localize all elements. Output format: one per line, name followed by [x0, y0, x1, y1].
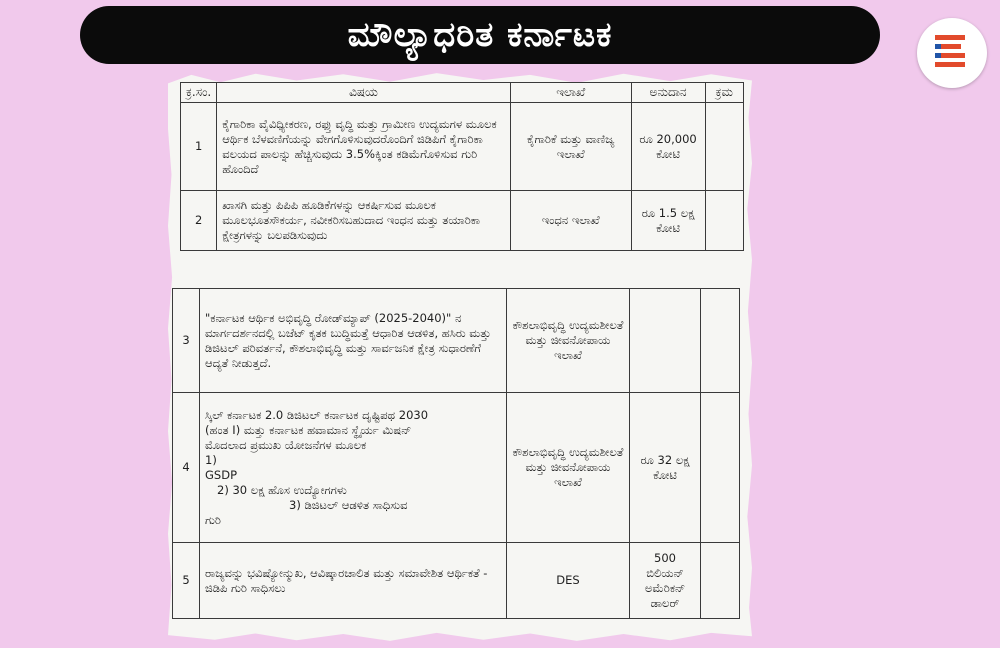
subject-line: 3) ಡಿಜಿಟಲ್ ಆಡಳಿತ ಸಾಧಿಸುವ [289, 497, 408, 512]
table-row [173, 543, 740, 619]
scheme-table-bottom [172, 288, 740, 619]
brand-e-logo-graphic [917, 18, 987, 88]
row-sl: 5 [173, 543, 200, 619]
row-subject: ಕೈಗಾರಿಕಾ ವೈವಿಧ್ಯೀಕರಣ, ರಫ್ತು ವೃದ್ಧಿ ಮತ್ತು ಗ್ರಾಮೀಣ ಉದ್ಯಮಗಳ ಮೂಲಕ ಆರ್ಥಿಕ ಬೆಳವಣಿಗೆಯನ್ನು ವೇಗಗೊಳಿಸುವುದರೊಂದಿಗೆ ಜಿಡಿಪಿಗೆ ಕೈಗಾರಿಕಾ ವಲಯದ ಪಾಲನ್ನು ಹೆಚ್ಚಿಸುವುದು 3.5%ಕ್ಕಿಂತ ಕಡಿಮೆಗೊಳಿಸುವ ಗುರಿ ಹೊಂದಿದೆ [217, 103, 511, 191]
subject-line: 2) 30 ಲಕ್ಷ ಹೊಸ ಉದ್ಯೋಗಗಳು [217, 482, 347, 497]
row-order [705, 103, 744, 191]
row-order [701, 289, 740, 393]
row-subject: ಖಾಸಗಿ ಮತ್ತು ಪಿಪಿಪಿ ಹೂಡಿಕೆಗಳನ್ನು ಆಕರ್ಷಿಸುವ ಮೂಲಕ ಮೂಲಭೂತಸೌಕರ್ಯ, ನವೀಕರಿಸಬಹುದಾದ ಇಂಧನ ಮತ್ತು ತಯಾರಿಕಾ ಕ್ಷೇತ್ರಗಳನ್ನು ಬಲಪಡಿಸುವುದು [217, 191, 511, 251]
subject-line: 1) [205, 452, 217, 467]
table-row [173, 393, 740, 543]
row-subject [200, 393, 507, 543]
row-department: ಇಂಧನ ಇಲಾಖೆ [510, 191, 631, 251]
row-sl: 4 [173, 393, 200, 543]
row-subject: "ಕರ್ನಾಟಕ ಆರ್ಥಿಕ ಅಭಿವೃದ್ಧಿ ರೋಡ್‌ಮ್ಯಾಪ್ (2025-2040)" ನ ಮಾರ್ಗದರ್ಶನದಲ್ಲಿ ಬಜೆಟ್ ಕೃತಕ ಬುದ್ಧಿಮತ್ತೆ ಆಧಾರಿತ ಆಡಳಿತ, ಹಸಿರು ಮತ್ತು ಡಿಜಿಟಲ್ ಪರಿವರ್ತನೆ, ಕೌಶಲಾಭಿವೃದ್ಧಿ ಮತ್ತು ಸಾರ್ವಜನಿಕ ಕ್ಷೇತ್ರ ಸುಧಾರಣೆಗೆ ಆದ್ಯತೆ ನೀಡುತ್ತದೆ. [200, 289, 507, 393]
row-department: ಕೈಗಾರಿಕೆ ಮತ್ತು ವಾಣಿಜ್ಯ ಇಲಾಖೆ [510, 103, 631, 191]
grant-line: ಬಿಲಿಯನ್ [646, 565, 684, 580]
row-department: ಕೌಶಲಾಭಿವೃದ್ಧಿ ಉದ್ಯಮಶೀಲತೆ ಮತ್ತು ಜೀವನೋಪಾಯ ಇಲಾಖೆ [507, 393, 630, 543]
header-subject: ವಿಷಯ [217, 83, 511, 103]
table-row [181, 191, 744, 251]
table-header-row [181, 83, 744, 103]
row-department: ಕೌಶಲಾಭಿವೃದ್ಧಿ ಉದ್ಯಮಶೀಲತೆ ಮತ್ತು ಜೀವನೋಪಾಯ ಇಲಾಖೆ [507, 289, 630, 393]
row-department: DES [507, 543, 630, 619]
table-row [173, 289, 740, 393]
row-order [701, 393, 740, 543]
table-row [181, 103, 744, 191]
row-sl: 1 [181, 103, 217, 191]
row-sl: 3 [173, 289, 200, 393]
header-department: ಇಲಾಖೆ [510, 83, 631, 103]
grant-line: ಅಮೆರಿಕನ್ [644, 580, 686, 595]
row-grant [630, 289, 701, 393]
row-grant [630, 543, 701, 619]
row-grant: ರೂ 1.5 ಲಕ್ಷ ಕೋಟಿ [631, 191, 705, 251]
row-subject: ರಾಜ್ಯವನ್ನು ಭವಿಷ್ಯೋನ್ಮುಖ, ಆವಿಷ್ಕಾರಚಾಲಿತ ಮತ್ತು ಸಮಾವೇಶಿತ ಆರ್ಥಿಕತೆ - ಜಿಡಿಪಿ ಗುರಿ ಸಾಧಿಸಲು [200, 543, 507, 619]
row-order [705, 191, 744, 251]
scheme-table-top [180, 82, 744, 251]
row-sl: 2 [181, 191, 217, 251]
subject-line: GSDP [205, 467, 238, 482]
brand-e-logo-icon [917, 18, 987, 88]
row-grant: ರೂ 20,000 ಕೋಟಿ [631, 103, 705, 191]
header-order: ಕ್ರಮ [705, 83, 744, 103]
subject-line: (ಹಂತ I) ಮತ್ತು ಕರ್ನಾಟಕ ಹವಾಮಾನ ಸ್ಥೈರ್ಯ ಮಿಷನ್ [205, 422, 412, 437]
grant-line: ಡಾಲರ್ [650, 595, 680, 610]
title-banner [80, 6, 880, 64]
subject-line: ಮೊದಲಾದ ಪ್ರಮುಖ ಯೋಜನೆಗಳ ಮೂಲಕ [205, 437, 367, 452]
row-order [701, 543, 740, 619]
row-grant: ರೂ 32 ಲಕ್ಷ ಕೋಟಿ [630, 393, 701, 543]
header-grant: ಅನುದಾನ [631, 83, 705, 103]
subject-line: ಗುರಿ [205, 512, 221, 527]
grant-line: 500 [654, 550, 676, 565]
page-title: ಮೌಲ್ಯಾಧರಿತ ಕರ್ನಾಟಕ [347, 15, 613, 55]
header-sl: ಕ್ರ.ಸಂ. [181, 83, 217, 103]
subject-line: ಸ್ಕಿಲ್ ಕರ್ನಾಟಕ 2.0 ಡಿಜಿಟಲ್ ಕರ್ನಾಟಕ ದೃಷ್ಟಿಪಥ 2030 [205, 407, 429, 422]
